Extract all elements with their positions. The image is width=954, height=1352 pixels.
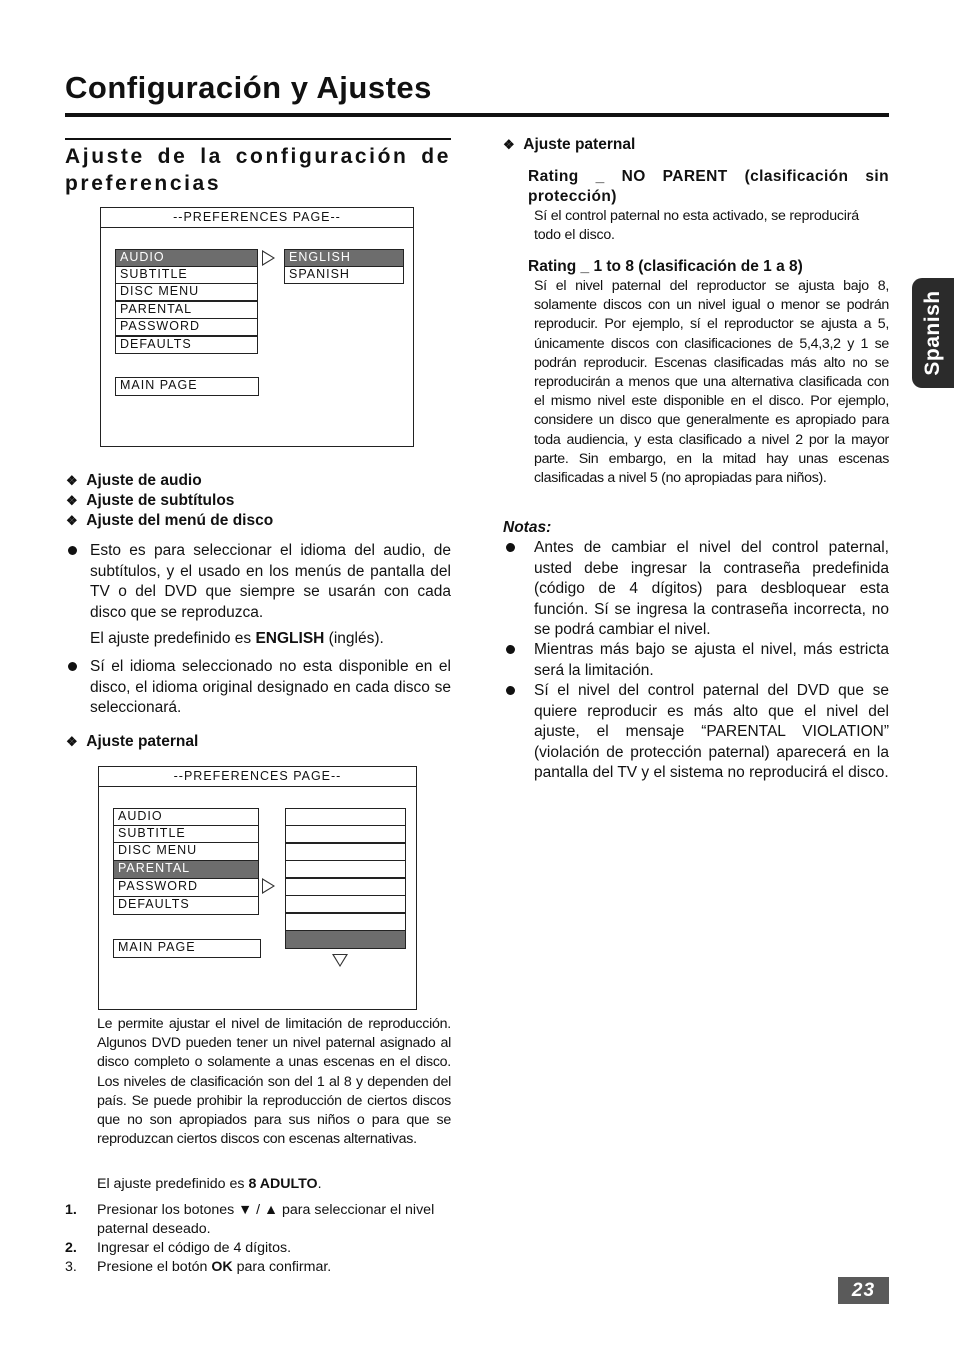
note-password: Antes de cambiar el nivel del control paternal, usted debe ingresar la contraseña predefinida (código de 4 dígitos) para desbloquear esta función. Sí se ingresa la contraseña incorrecta, no se podrá cambiar el nivel.	[534, 539, 889, 638]
menu-item-subtitle: SUBTITLE	[115, 266, 258, 284]
menu-item-disc-menu: DISC MENU	[115, 283, 258, 301]
bullet-icon	[506, 645, 515, 654]
notes-title: Notas:	[503, 519, 552, 536]
rating-slot	[285, 860, 406, 878]
note-parental-violation: Sí el nivel del control paternal del DVD que se quiere reproducir es más alto que el nivel del ajuste, el mensaje “PARENTAL VIOLATION” (violación de protección paternal) aparecerá en la pantalla del TV y el sistema no reproducirá el disco.	[534, 682, 889, 781]
sub-audio: ❖ Ajuste de audio	[66, 472, 202, 489]
step-2: Ingresar el código de 4 dígitos.	[97, 1240, 292, 1256]
step-1-number: 1.	[65, 1202, 77, 1218]
page-number: 23	[838, 1277, 889, 1304]
menu-item-parental: PARENTAL	[115, 301, 258, 319]
rating-slot	[285, 843, 406, 861]
menu-item-password: PASSWORD	[113, 878, 259, 897]
menu-item-subtitle: SUBTITLE	[113, 825, 259, 843]
default-adult: El ajuste predefinido es 8 ADULTO.	[97, 1176, 322, 1192]
diamond-bullet-icon: ❖	[66, 513, 78, 528]
scroll-down-arrow-icon	[332, 954, 348, 967]
parental-description: Le permite ajustar el nivel de limitación de reproducción. Algunos DVD pueden tener un nivel paternal asignado al disco completo o solamente a unas escenas en el disco. Los niveles de clasificación son del 1 al 8 y dependen del país. Se puede prohibir la reproducción de ciertos discos que no son apropiados para sus niños o para que se reproduzcan ciertos discos con escenas alternativas.	[97, 1016, 451, 1148]
language-side-tab	[912, 278, 954, 388]
step-2-number: 2.	[65, 1240, 77, 1256]
side-tab-label: Spanish	[921, 290, 944, 376]
menu-item-defaults: DEFAULTS	[113, 896, 259, 915]
rating-slot	[285, 895, 406, 913]
diamond-bullet-icon: ❖	[66, 734, 78, 749]
menu-item-disc-menu: DISC MENU	[113, 842, 259, 861]
bullet-icon	[68, 662, 77, 671]
rating-slot-selected	[285, 930, 406, 949]
sub-disc-menu: ❖ Ajuste del menú de disco	[66, 512, 274, 529]
menu-item-audio: AUDIO	[113, 808, 259, 826]
section-rule	[65, 138, 451, 140]
preferences-menu-audio	[100, 207, 414, 447]
option-english: ENGLISH	[284, 249, 404, 267]
rating-no-parent-heading: Rating _ NO PARENT (clasificación sin protección)	[528, 168, 889, 205]
bullet-icon	[506, 543, 515, 552]
rating-no-parent-body: Sí el control paternal no esta activado, se reproducirá todo el disco.	[534, 208, 859, 244]
sub-parental-right: ❖ Ajuste paternal	[503, 136, 636, 153]
section-title: Ajuste de la configuración de preferencias	[65, 145, 451, 195]
bullet-icon	[68, 546, 77, 555]
menu-item-main-page: MAIN PAGE	[115, 377, 259, 396]
rating-1-8-heading: Rating _ 1 to 8 (clasificación de 1 a 8)	[528, 258, 803, 275]
menu-item-password: PASSWORD	[115, 318, 258, 336]
diamond-bullet-icon: ❖	[66, 493, 78, 508]
menu-item-main-page: MAIN PAGE	[113, 939, 261, 958]
title-rule	[65, 113, 889, 117]
sub-subtitle: ❖ Ajuste de subtítulos	[66, 492, 235, 509]
default-english: El ajuste predefinido es ENGLISH (inglés).	[90, 630, 384, 647]
bullet-icon	[506, 686, 515, 695]
rating-slot	[285, 878, 406, 896]
menu-item-parental: PARENTAL	[113, 860, 259, 879]
option-spanish: SPANISH	[284, 266, 404, 284]
page-title: Configuración y Ajustes	[65, 70, 432, 105]
rating-slot	[285, 808, 406, 826]
note-lower-level: Mientras más bajo se ajusta el nivel, más estricta será la limitación.	[534, 641, 889, 679]
menu-header: --PREFERENCES PAGE--	[99, 767, 416, 787]
diamond-bullet-icon: ❖	[66, 473, 78, 488]
rating-slot	[285, 913, 406, 931]
selection-arrow-icon	[262, 250, 275, 266]
diamond-bullet-icon: ❖	[503, 137, 515, 152]
bullet-audio-language: Esto es para seleccionar el idioma del audio, de subtítulos, y el usado en los menús de pantalla del TV o del DVD que siempre se usarán con cada disco que se reproduzca.	[90, 542, 451, 621]
step-3: Presione el botón OK para confirmar.	[97, 1259, 332, 1275]
sub-parental: ❖ Ajuste paternal	[66, 733, 199, 750]
step-3-number: 3.	[65, 1259, 77, 1275]
menu-item-audio: AUDIO	[115, 249, 258, 267]
rating-1-8-body: Sí el nivel paternal del reproductor se ajusta bajo 8, solamente discos con un nivel igual o menor se podrán reproducir. Por ejemplo, sí el reproductor se ajusta a 5, únicamente discos con clasificaciones de 5,4,3,2 y 1 se podrán reproducir. Escenas clasificadas más alto no se reproducirán a menos que una alternativa clasificada con el mismo nivel este disponible en el disco. Por ejemplo, considere un disco que generalmente es apropiado para toda audiencia, y esta clasificado a nivel 2 por la mayor parte. Sin embargo, en la mitad hay unas escenas clasificadas a nivel 5 (no apropiadas para niños).	[534, 278, 889, 487]
rating-slot	[285, 825, 406, 843]
step-1: Presionar los botones ▼ / ▲ para seleccionar el nivel paternal deseado.	[97, 1202, 435, 1238]
menu-item-defaults: DEFAULTS	[115, 336, 258, 354]
preferences-menu-parental	[98, 766, 417, 1010]
selection-arrow-icon	[262, 878, 275, 894]
menu-header: --PREFERENCES PAGE--	[101, 208, 413, 228]
bullet-language-unavailable: Sí el idioma seleccionado no esta disponible en el disco, el idioma original designado en cada disco se seleccionará.	[90, 658, 451, 716]
